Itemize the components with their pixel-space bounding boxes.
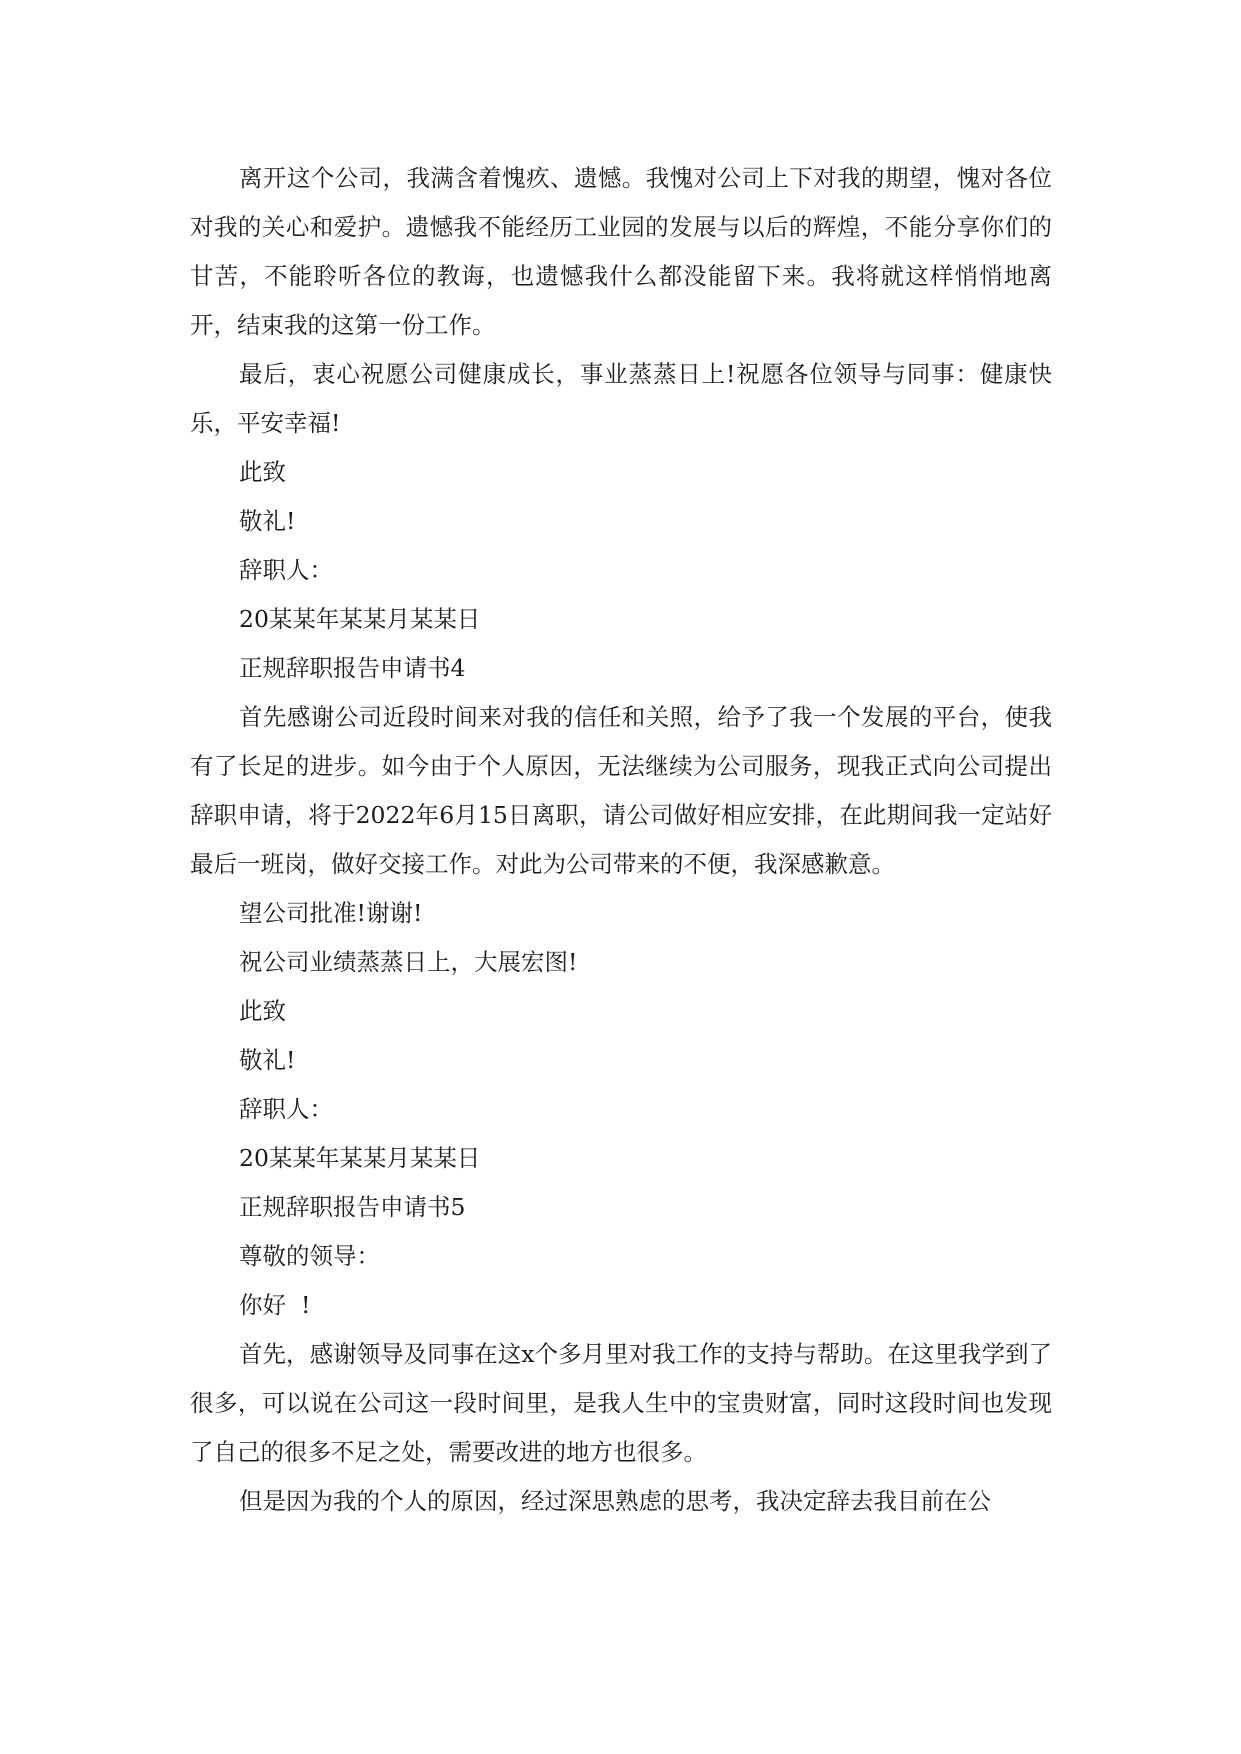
signature-date: 20某某年某某月某某日 bbox=[239, 605, 481, 633]
closing-jingli: 敬礼! bbox=[239, 507, 296, 535]
paragraph-thanks-resignation: 首先感谢公司近段时间来对我的信任和关照，给予了我一个发展的平台，使我有了长足的进步。如今由于个人原因，无法继续为公司服务，现我正式向公司提出辞职申请，将于2022年6月15日离职，请公司做好相应安排，在此期间我一定站好最后一班岗，做好交接工作。对此为公司带来的不便，我深感歉意。 bbox=[190, 703, 1052, 878]
paragraph-wishes: 最后，衷心祝愿公司健康成长，事业蒸蒸日上!祝愿各位领导与同事：健康快乐，平安幸福! bbox=[190, 360, 1052, 437]
document-body bbox=[190, 154, 1052, 1526]
paragraph-request-approval: 望公司批准!谢谢! bbox=[239, 899, 423, 927]
closing-cizhi: 此致 bbox=[239, 458, 286, 486]
paragraph-thanks-leaders: 首先，感谢领导及同事在这x个多月里对我工作的支持与帮助。在这里我学到了很多，可以说在公司这一段时间里，是我人生中的宝贵财富，同时这段时间也发现了自己的很多不足之处，需要改进的地方也很多。 bbox=[190, 1340, 1052, 1466]
paragraph-company-wishes: 祝公司业绩蒸蒸日上，大展宏图! bbox=[239, 948, 578, 976]
section-heading-5: 正规辞职报告申请书5 bbox=[239, 1193, 466, 1221]
signature-label: 辞职人： bbox=[239, 556, 333, 584]
section-heading-4: 正规辞职报告申请书4 bbox=[239, 654, 466, 682]
signature-date: 20某某年某某月某某日 bbox=[239, 1144, 481, 1172]
paragraph-decision: 但是因为我的个人的原因，经过深思熟虑的思考，我决定辞去我目前在公 bbox=[239, 1487, 991, 1515]
signature-label: 辞职人： bbox=[239, 1095, 333, 1123]
paragraph-apology: 离开这个公司，我满含着愧疚、遗憾。我愧对公司上下对我的期望，愧对各位对我的关心和爱护。遗憾我不能经历工业园的发展与以后的辉煌，不能分享你们的甘苦，不能聆听各位的教诲，也遗憾我什么都没能留下来。我将就这样悄悄地离开，结束我的这第一份工作。 bbox=[190, 164, 1052, 339]
closing-jingli: 敬礼! bbox=[239, 1046, 296, 1074]
greeting: 你好 ! bbox=[239, 1291, 311, 1319]
salutation: 尊敬的领导： bbox=[239, 1242, 380, 1270]
closing-cizhi: 此致 bbox=[239, 997, 286, 1025]
